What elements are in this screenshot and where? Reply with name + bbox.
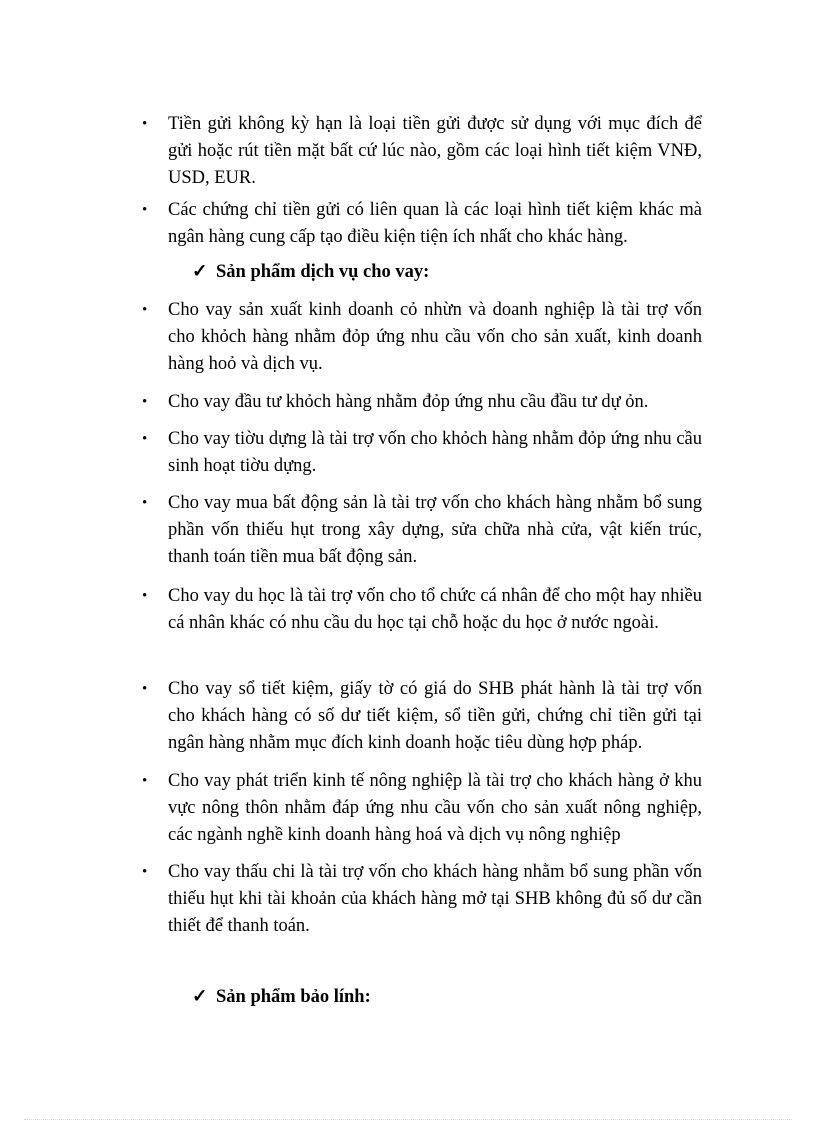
section-heading-text: Sản phẩm dịch vụ cho vay: <box>216 262 430 282</box>
list-item <box>142 583 702 637</box>
bullet-icon: • <box>142 302 148 318</box>
list-item <box>142 297 702 378</box>
bullet-icon: • <box>142 773 148 789</box>
bullet-icon: • <box>142 394 148 410</box>
checkmark-icon: ✓ <box>192 262 208 282</box>
list-item <box>142 676 702 757</box>
bullet-icon: • <box>142 495 148 511</box>
list-item <box>142 490 702 571</box>
bullet-icon: • <box>142 588 148 604</box>
bullet-icon: • <box>142 116 148 132</box>
section-heading-text: Sản phẩm bảo lính: <box>216 987 371 1007</box>
section-heading-loans <box>192 259 429 286</box>
list-item-text: Cho vay sản xuất kinh doanh cỏ nhừn và doanh nghiệp là tài trợ vốn cho khỏch hàng nhằm đỏp ứng nhu cầu vốn cho sản xuất, kinh doanh hàng hoỏ và dịch vụ. <box>168 300 702 374</box>
list-item-text: Cho vay sổ tiết kiệm, giấy tờ có giá do SHB phát hành là tài trợ vốn cho khách hàng có số dư tiết kiệm, sổ tiền gửi, chứng chỉ tiền gửi tại ngân hàng nhằm mục đích kinh doanh hoặc tiêu dùng hợp pháp. <box>168 679 702 753</box>
bullet-icon: • <box>142 681 148 697</box>
list-item-text: Các chứng chỉ tiền gửi có liên quan là các loại hình tiết kiệm khác mà ngân hàng cung cấp tạo điều kiện tiện ích nhất cho khác hàng. <box>168 200 702 247</box>
bullet-icon: • <box>142 202 148 218</box>
list-item <box>142 197 702 251</box>
list-item-text: Cho vay phát triển kinh tế nông nghiệp là tài trợ cho khách hàng ở khu vực nông thôn nhằm đáp ứng nhu cầu vốn cho sản xuất nông nghiệp, các ngành nghề kinh doanh hàng hoá và dịch vụ nông nghiệp <box>168 771 702 845</box>
bullet-icon: • <box>142 431 148 447</box>
checkmark-icon: ✓ <box>192 987 208 1007</box>
list-item-text: Cho vay du học là tài trợ vốn cho tổ chức cá nhân để cho một hay nhiều cá nhân khác có nhu cầu du học tại chỗ hoặc du học ở nước ngoài. <box>168 586 702 633</box>
list-item-text: Cho vay tiờu dựng là tài trợ vốn cho khỏch hàng nhằm đỏp ứng nhu cầu sinh hoạt tiờu dựng. <box>168 429 702 476</box>
bullet-icon: • <box>142 864 148 880</box>
list-item <box>142 426 702 480</box>
list-item-text: Cho vay thấu chi là tài trợ vốn cho khách hàng nhằm bổ sung phần vốn thiếu hụt khi tài khoản của khách hàng mở tại SHB không đủ số dư cần thiết để thanh toán. <box>168 862 702 936</box>
list-item <box>142 111 702 192</box>
list-item-text: Cho vay mua bất động sản là tài trợ vốn cho khách hàng nhằm bổ sung phần vốn thiếu hụt trong xây dựng, sửa chữa nhà cửa, vật kiến trúc, thanh toán tiền mua bất động sản. <box>168 493 702 567</box>
list-item-text: Tiền gửi không kỳ hạn là loại tiền gửi được sử dụng với mục đích để gửi hoặc rút tiền mặt bất cứ lúc nào, gồm các loại hình tiết kiệm VNĐ, USD, EUR. <box>168 114 702 188</box>
list-item <box>142 768 702 849</box>
list-item-text: Cho vay đầu tư khỏch hàng nhằm đỏp ứng nhu cầu đầu tư dự ỏn. <box>168 392 649 412</box>
section-heading-guarantees <box>192 984 371 1011</box>
page-bottom-divider <box>24 1119 792 1120</box>
list-item <box>142 859 702 940</box>
list-item <box>142 389 702 416</box>
